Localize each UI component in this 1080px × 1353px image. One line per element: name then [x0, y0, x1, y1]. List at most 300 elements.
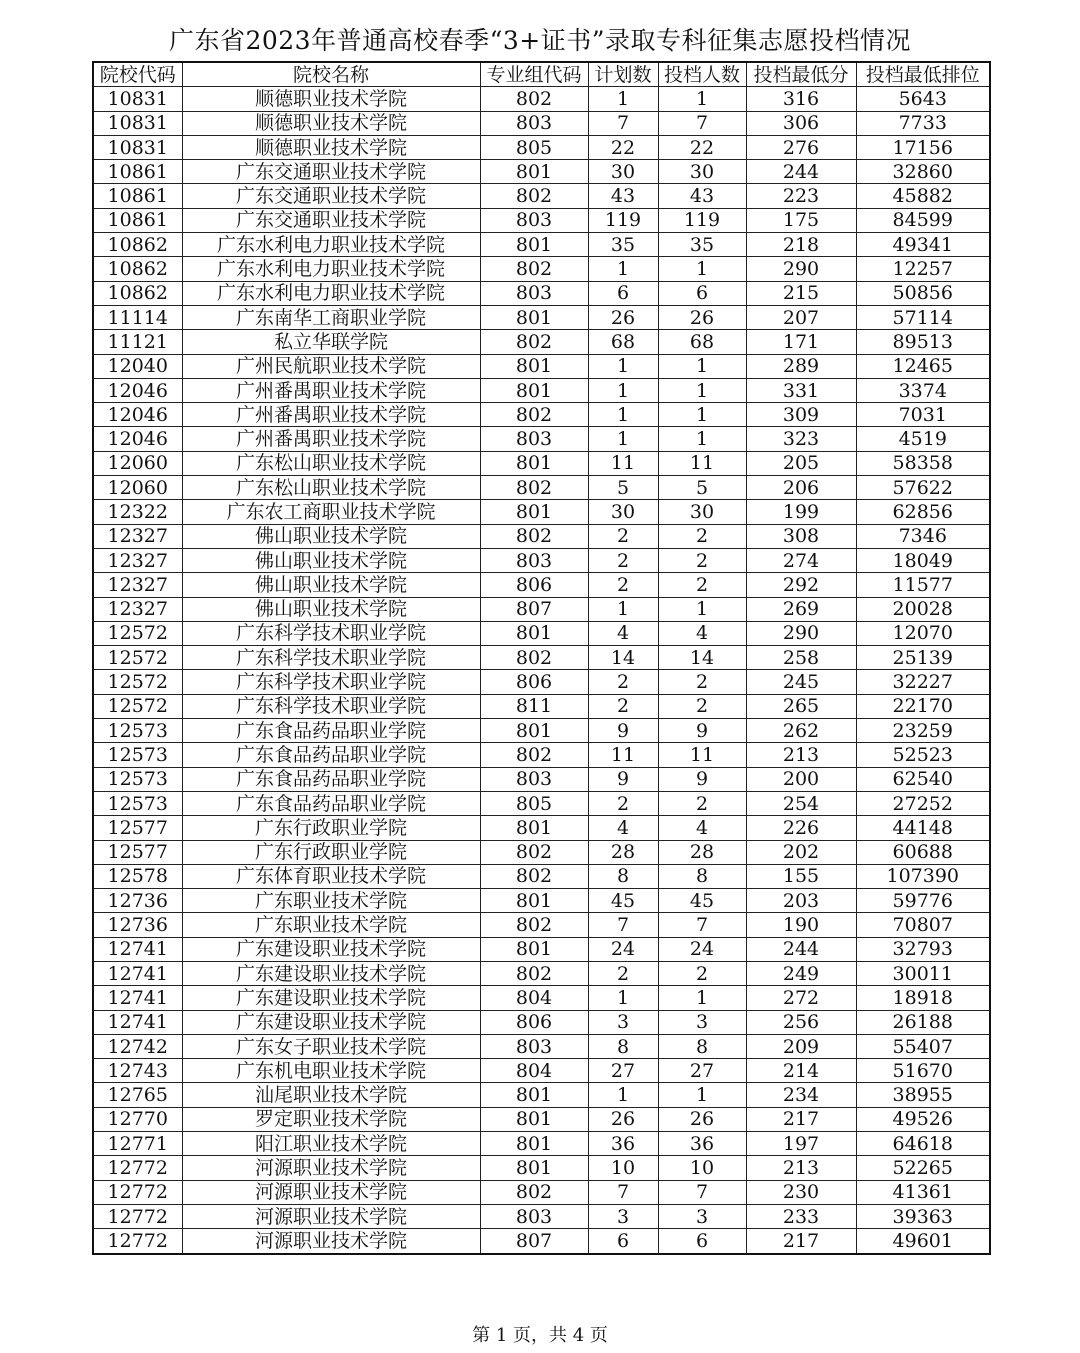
- cell-major-group-code: 806: [480, 670, 588, 694]
- cell-school-code: 10861: [93, 160, 182, 184]
- cell-major-group-code: 803: [480, 208, 588, 232]
- cell-major-group-code: 801: [480, 719, 588, 743]
- cell-school-code: 12060: [93, 451, 182, 475]
- table-row: [93, 937, 990, 961]
- table-row: [93, 500, 990, 524]
- cell-major-group-code: 803: [480, 1034, 588, 1058]
- cell-school-code: 12736: [93, 889, 182, 913]
- cell-plan-count: 2: [588, 548, 658, 572]
- table-row: [93, 767, 990, 791]
- cell-major-group-code: 805: [480, 791, 588, 815]
- cell-enrolled-count: 1: [658, 87, 746, 111]
- cell-major-group-code: 802: [480, 646, 588, 670]
- cell-min-rank: 22170: [856, 694, 990, 718]
- cell-enrolled-count: 30: [658, 500, 746, 524]
- header-min-rank: 投档最低排位: [856, 62, 990, 87]
- cell-min-rank: 32227: [856, 670, 990, 694]
- cell-enrolled-count: 1: [658, 986, 746, 1010]
- cell-enrolled-count: 27: [658, 1059, 746, 1083]
- table-row: [93, 208, 990, 232]
- cell-school-code: 12572: [93, 621, 182, 645]
- table-row: [93, 1010, 990, 1034]
- cell-enrolled-count: 2: [658, 573, 746, 597]
- table-row: [93, 791, 990, 815]
- cell-school-code: 10831: [93, 111, 182, 135]
- cell-min-score: 213: [746, 743, 856, 767]
- cell-enrolled-count: 9: [658, 767, 746, 791]
- table-row: [93, 305, 990, 329]
- header-school-code: 院校代码: [93, 62, 182, 87]
- cell-min-rank: 39363: [856, 1204, 990, 1228]
- cell-major-group-code: 803: [480, 111, 588, 135]
- document-title: 广东省2023年普通高校春季“3+证书”录取专科征集志愿投档情况: [168, 26, 912, 55]
- cell-min-score: 262: [746, 719, 856, 743]
- cell-min-rank: 11577: [856, 573, 990, 597]
- cell-plan-count: 2: [588, 791, 658, 815]
- cell-plan-count: 43: [588, 184, 658, 208]
- cell-min-score: 203: [746, 889, 856, 913]
- cell-school-name: 河源职业技术学院: [182, 1229, 480, 1254]
- cell-min-score: 213: [746, 1156, 856, 1180]
- cell-plan-count: 68: [588, 330, 658, 354]
- cell-school-code: 12772: [93, 1204, 182, 1228]
- cell-plan-count: 24: [588, 937, 658, 961]
- table-row: [93, 719, 990, 743]
- cell-school-name: 广东建设职业技术学院: [182, 961, 480, 985]
- cell-enrolled-count: 14: [658, 646, 746, 670]
- table-row: [93, 864, 990, 888]
- cell-min-rank: 89513: [856, 330, 990, 354]
- cell-major-group-code: 802: [480, 330, 588, 354]
- cell-min-rank: 18918: [856, 986, 990, 1010]
- cell-min-rank: 12257: [856, 257, 990, 281]
- cell-school-name: 顺德职业技术学院: [182, 111, 480, 135]
- cell-school-name: 广东食品药品职业学院: [182, 791, 480, 815]
- cell-min-rank: 25139: [856, 646, 990, 670]
- cell-min-score: 218: [746, 233, 856, 257]
- table-row: [93, 87, 990, 111]
- cell-plan-count: 2: [588, 524, 658, 548]
- cell-school-code: 12046: [93, 427, 182, 451]
- cell-school-name: 广东食品药品职业学院: [182, 743, 480, 767]
- cell-major-group-code: 804: [480, 1059, 588, 1083]
- cell-min-score: 206: [746, 476, 856, 500]
- cell-major-group-code: 801: [480, 1107, 588, 1131]
- cell-school-code: 12577: [93, 840, 182, 864]
- cell-school-code: 12741: [93, 1010, 182, 1034]
- cell-plan-count: 11: [588, 451, 658, 475]
- cell-min-rank: 7346: [856, 524, 990, 548]
- cell-min-rank: 51670: [856, 1059, 990, 1083]
- cell-school-code: 12772: [93, 1156, 182, 1180]
- cell-enrolled-count: 8: [658, 864, 746, 888]
- table-row: [93, 378, 990, 402]
- cell-school-code: 12040: [93, 354, 182, 378]
- table-row: [93, 1034, 990, 1058]
- table-row: [93, 889, 990, 913]
- cell-major-group-code: 801: [480, 354, 588, 378]
- cell-plan-count: 6: [588, 1229, 658, 1254]
- cell-min-score: 308: [746, 524, 856, 548]
- cell-enrolled-count: 7: [658, 111, 746, 135]
- header-school-name: 院校名称: [182, 62, 480, 87]
- cell-min-score: 269: [746, 597, 856, 621]
- cell-min-score: 217: [746, 1229, 856, 1254]
- cell-min-rank: 20028: [856, 597, 990, 621]
- cell-min-score: 272: [746, 986, 856, 1010]
- cell-enrolled-count: 5: [658, 476, 746, 500]
- cell-min-score: 234: [746, 1083, 856, 1107]
- table-row: [93, 816, 990, 840]
- cell-school-code: 12741: [93, 986, 182, 1010]
- cell-min-score: 207: [746, 305, 856, 329]
- table-row: [93, 743, 990, 767]
- cell-school-name: 广东交通职业技术学院: [182, 208, 480, 232]
- cell-school-code: 12573: [93, 767, 182, 791]
- table-row: [93, 1229, 990, 1254]
- cell-plan-count: 3: [588, 1204, 658, 1228]
- cell-school-code: 12765: [93, 1083, 182, 1107]
- cell-enrolled-count: 45: [658, 889, 746, 913]
- cell-enrolled-count: 24: [658, 937, 746, 961]
- cell-school-name: 佛山职业技术学院: [182, 573, 480, 597]
- cell-school-name: 河源职业技术学院: [182, 1156, 480, 1180]
- cell-school-name: 佛山职业技术学院: [182, 524, 480, 548]
- cell-school-code: 12772: [93, 1180, 182, 1204]
- cell-school-name: 阳江职业技术学院: [182, 1132, 480, 1156]
- cell-plan-count: 4: [588, 621, 658, 645]
- cell-plan-count: 1: [588, 986, 658, 1010]
- cell-school-code: 12046: [93, 378, 182, 402]
- cell-min-score: 171: [746, 330, 856, 354]
- cell-plan-count: 26: [588, 1107, 658, 1131]
- header-major-group-code: 专业组代码: [480, 62, 588, 87]
- cell-min-rank: 18049: [856, 548, 990, 572]
- cell-plan-count: 6: [588, 281, 658, 305]
- cell-enrolled-count: 1: [658, 378, 746, 402]
- cell-min-score: 290: [746, 257, 856, 281]
- cell-min-score: 290: [746, 621, 856, 645]
- cell-school-code: 12573: [93, 719, 182, 743]
- cell-min-score: 202: [746, 840, 856, 864]
- cell-enrolled-count: 8: [658, 1034, 746, 1058]
- cell-min-rank: 70807: [856, 913, 990, 937]
- cell-min-rank: 3374: [856, 378, 990, 402]
- cell-enrolled-count: 30: [658, 160, 746, 184]
- cell-min-rank: 50856: [856, 281, 990, 305]
- cell-min-rank: 107390: [856, 864, 990, 888]
- cell-min-rank: 5643: [856, 87, 990, 111]
- cell-school-name: 广东南华工商职业学院: [182, 305, 480, 329]
- cell-school-name: 广东水利电力职业技术学院: [182, 257, 480, 281]
- cell-min-score: 214: [746, 1059, 856, 1083]
- cell-plan-count: 45: [588, 889, 658, 913]
- cell-plan-count: 2: [588, 670, 658, 694]
- cell-school-code: 12741: [93, 961, 182, 985]
- cell-min-score: 244: [746, 160, 856, 184]
- cell-plan-count: 9: [588, 719, 658, 743]
- cell-enrolled-count: 1: [658, 597, 746, 621]
- cell-enrolled-count: 1: [658, 403, 746, 427]
- table-row: [93, 1204, 990, 1228]
- cell-school-code: 11121: [93, 330, 182, 354]
- cell-min-rank: 58358: [856, 451, 990, 475]
- header-plan-count: 计划数: [588, 62, 658, 87]
- cell-enrolled-count: 26: [658, 305, 746, 329]
- table-row: [93, 670, 990, 694]
- cell-enrolled-count: 1: [658, 354, 746, 378]
- cell-plan-count: 30: [588, 160, 658, 184]
- cell-school-name: 广东食品药品职业学院: [182, 767, 480, 791]
- cell-school-name: 顺德职业技术学院: [182, 135, 480, 159]
- cell-min-score: 289: [746, 354, 856, 378]
- cell-school-code: 12327: [93, 548, 182, 572]
- cell-plan-count: 11: [588, 743, 658, 767]
- cell-school-name: 广东科学技术职业学院: [182, 621, 480, 645]
- cell-min-rank: 49341: [856, 233, 990, 257]
- cell-min-score: 197: [746, 1132, 856, 1156]
- cell-plan-count: 26: [588, 305, 658, 329]
- cell-school-code: 12060: [93, 476, 182, 500]
- cell-major-group-code: 801: [480, 233, 588, 257]
- cell-min-rank: 27252: [856, 791, 990, 815]
- cell-plan-count: 5: [588, 476, 658, 500]
- table-row: [93, 646, 990, 670]
- cell-plan-count: 8: [588, 1034, 658, 1058]
- cell-min-rank: 49601: [856, 1229, 990, 1254]
- cell-min-score: 331: [746, 378, 856, 402]
- cell-min-score: 249: [746, 961, 856, 985]
- cell-school-code: 12743: [93, 1059, 182, 1083]
- cell-major-group-code: 802: [480, 864, 588, 888]
- cell-min-score: 323: [746, 427, 856, 451]
- table-body: [93, 87, 990, 1254]
- cell-min-rank: 57622: [856, 476, 990, 500]
- cell-min-rank: 52523: [856, 743, 990, 767]
- cell-major-group-code: 803: [480, 548, 588, 572]
- cell-school-code: 12742: [93, 1034, 182, 1058]
- table-header-row: [93, 62, 990, 87]
- header-min-score: 投档最低分: [746, 62, 856, 87]
- cell-min-rank: 55407: [856, 1034, 990, 1058]
- cell-school-code: 12572: [93, 646, 182, 670]
- cell-school-name: 汕尾职业技术学院: [182, 1083, 480, 1107]
- cell-school-name: 广州番禺职业技术学院: [182, 378, 480, 402]
- cell-plan-count: 8: [588, 864, 658, 888]
- cell-school-code: 12573: [93, 743, 182, 767]
- cell-enrolled-count: 68: [658, 330, 746, 354]
- table-row: [93, 403, 990, 427]
- cell-school-name: 广东松山职业技术学院: [182, 451, 480, 475]
- cell-major-group-code: 801: [480, 160, 588, 184]
- cell-major-group-code: 801: [480, 451, 588, 475]
- cell-min-rank: 23259: [856, 719, 990, 743]
- cell-min-score: 155: [746, 864, 856, 888]
- table-row: [93, 330, 990, 354]
- cell-school-name: 广东松山职业技术学院: [182, 476, 480, 500]
- cell-min-score: 256: [746, 1010, 856, 1034]
- table-row: [93, 694, 990, 718]
- cell-enrolled-count: 11: [658, 451, 746, 475]
- cell-plan-count: 14: [588, 646, 658, 670]
- cell-min-score: 230: [746, 1180, 856, 1204]
- cell-enrolled-count: 2: [658, 548, 746, 572]
- cell-school-code: 12572: [93, 694, 182, 718]
- cell-major-group-code: 801: [480, 1132, 588, 1156]
- table-row: [93, 840, 990, 864]
- cell-plan-count: 28: [588, 840, 658, 864]
- cell-min-rank: 32860: [856, 160, 990, 184]
- cell-school-code: 12577: [93, 816, 182, 840]
- cell-plan-count: 1: [588, 1083, 658, 1107]
- cell-min-rank: 7031: [856, 403, 990, 427]
- cell-school-name: 佛山职业技术学院: [182, 597, 480, 621]
- cell-major-group-code: 802: [480, 1180, 588, 1204]
- cell-plan-count: 7: [588, 111, 658, 135]
- cell-min-score: 276: [746, 135, 856, 159]
- cell-school-name: 广州民航职业技术学院: [182, 354, 480, 378]
- cell-school-name: 广东农工商职业技术学院: [182, 500, 480, 524]
- cell-enrolled-count: 2: [658, 694, 746, 718]
- admission-table: [92, 61, 991, 1255]
- cell-min-score: 306: [746, 111, 856, 135]
- cell-min-score: 244: [746, 937, 856, 961]
- table-row: [93, 1132, 990, 1156]
- cell-school-name: 广东建设职业技术学院: [182, 1010, 480, 1034]
- cell-major-group-code: 807: [480, 1229, 588, 1254]
- cell-min-score: 233: [746, 1204, 856, 1228]
- cell-enrolled-count: 36: [658, 1132, 746, 1156]
- cell-major-group-code: 801: [480, 305, 588, 329]
- cell-school-name: 广东水利电力职业技术学院: [182, 233, 480, 257]
- cell-enrolled-count: 7: [658, 913, 746, 937]
- cell-school-code: 12322: [93, 500, 182, 524]
- cell-min-rank: 84599: [856, 208, 990, 232]
- cell-school-code: 12771: [93, 1132, 182, 1156]
- cell-enrolled-count: 35: [658, 233, 746, 257]
- cell-plan-count: 36: [588, 1132, 658, 1156]
- cell-min-score: 226: [746, 816, 856, 840]
- cell-school-code: 12327: [93, 573, 182, 597]
- cell-enrolled-count: 3: [658, 1204, 746, 1228]
- cell-school-name: 广东水利电力职业技术学院: [182, 281, 480, 305]
- cell-major-group-code: 806: [480, 1010, 588, 1034]
- cell-min-rank: 41361: [856, 1180, 990, 1204]
- cell-enrolled-count: 2: [658, 670, 746, 694]
- table-row: [93, 135, 990, 159]
- cell-school-name: 广州番禺职业技术学院: [182, 427, 480, 451]
- cell-plan-count: 27: [588, 1059, 658, 1083]
- cell-plan-count: 22: [588, 135, 658, 159]
- table-row: [93, 1156, 990, 1180]
- cell-school-name: 广东食品药品职业学院: [182, 719, 480, 743]
- cell-min-score: 209: [746, 1034, 856, 1058]
- cell-major-group-code: 806: [480, 573, 588, 597]
- cell-enrolled-count: 11: [658, 743, 746, 767]
- cell-enrolled-count: 3: [658, 1010, 746, 1034]
- table-row: [93, 548, 990, 572]
- cell-min-rank: 30011: [856, 961, 990, 985]
- cell-min-rank: 26188: [856, 1010, 990, 1034]
- cell-min-rank: 64618: [856, 1132, 990, 1156]
- cell-school-name: 罗定职业技术学院: [182, 1107, 480, 1131]
- cell-plan-count: 9: [588, 767, 658, 791]
- table-row: [93, 451, 990, 475]
- cell-major-group-code: 802: [480, 184, 588, 208]
- cell-plan-count: 1: [588, 597, 658, 621]
- cell-min-rank: 45882: [856, 184, 990, 208]
- cell-min-rank: 4519: [856, 427, 990, 451]
- cell-school-name: 广东机电职业技术学院: [182, 1059, 480, 1083]
- cell-school-code: 12572: [93, 670, 182, 694]
- cell-school-name: 广东科学技术职业学院: [182, 670, 480, 694]
- cell-enrolled-count: 7: [658, 1180, 746, 1204]
- cell-plan-count: 1: [588, 403, 658, 427]
- table-row: [93, 621, 990, 645]
- cell-major-group-code: 803: [480, 427, 588, 451]
- cell-school-name: 广东科学技术职业学院: [182, 694, 480, 718]
- cell-enrolled-count: 119: [658, 208, 746, 232]
- cell-min-score: 175: [746, 208, 856, 232]
- cell-major-group-code: 802: [480, 87, 588, 111]
- cell-school-name: 广东交通职业技术学院: [182, 160, 480, 184]
- cell-min-score: 245: [746, 670, 856, 694]
- cell-school-name: 广东科学技术职业学院: [182, 646, 480, 670]
- cell-plan-count: 35: [588, 233, 658, 257]
- cell-school-name: 广东行政职业学院: [182, 816, 480, 840]
- cell-major-group-code: 807: [480, 597, 588, 621]
- cell-min-score: 254: [746, 791, 856, 815]
- cell-enrolled-count: 9: [658, 719, 746, 743]
- cell-min-rank: 12070: [856, 621, 990, 645]
- cell-plan-count: 1: [588, 87, 658, 111]
- cell-min-score: 309: [746, 403, 856, 427]
- cell-min-rank: 44148: [856, 816, 990, 840]
- cell-min-score: 223: [746, 184, 856, 208]
- cell-min-score: 199: [746, 500, 856, 524]
- cell-min-rank: 62540: [856, 767, 990, 791]
- table-row: [93, 1059, 990, 1083]
- cell-plan-count: 1: [588, 354, 658, 378]
- table-row: [93, 233, 990, 257]
- cell-plan-count: 10: [588, 1156, 658, 1180]
- cell-major-group-code: 801: [480, 889, 588, 913]
- cell-school-name: 广东体育职业技术学院: [182, 864, 480, 888]
- cell-min-rank: 7733: [856, 111, 990, 135]
- cell-major-group-code: 801: [480, 1083, 588, 1107]
- cell-min-score: 215: [746, 281, 856, 305]
- cell-enrolled-count: 2: [658, 791, 746, 815]
- cell-plan-count: 119: [588, 208, 658, 232]
- cell-enrolled-count: 1: [658, 427, 746, 451]
- cell-school-name: 广东建设职业技术学院: [182, 937, 480, 961]
- table-row: [93, 1180, 990, 1204]
- cell-plan-count: 2: [588, 961, 658, 985]
- cell-school-code: 12327: [93, 597, 182, 621]
- table-row: [93, 524, 990, 548]
- cell-school-code: 10862: [93, 281, 182, 305]
- cell-school-code: 12578: [93, 864, 182, 888]
- cell-min-rank: 52265: [856, 1156, 990, 1180]
- cell-enrolled-count: 6: [658, 281, 746, 305]
- cell-major-group-code: 801: [480, 500, 588, 524]
- cell-enrolled-count: 10: [658, 1156, 746, 1180]
- page-footer: 第 1 页，共 4 页: [472, 1325, 608, 1346]
- cell-major-group-code: 803: [480, 1204, 588, 1228]
- table-row: [93, 961, 990, 985]
- cell-plan-count: 1: [588, 378, 658, 402]
- cell-enrolled-count: 6: [658, 1229, 746, 1254]
